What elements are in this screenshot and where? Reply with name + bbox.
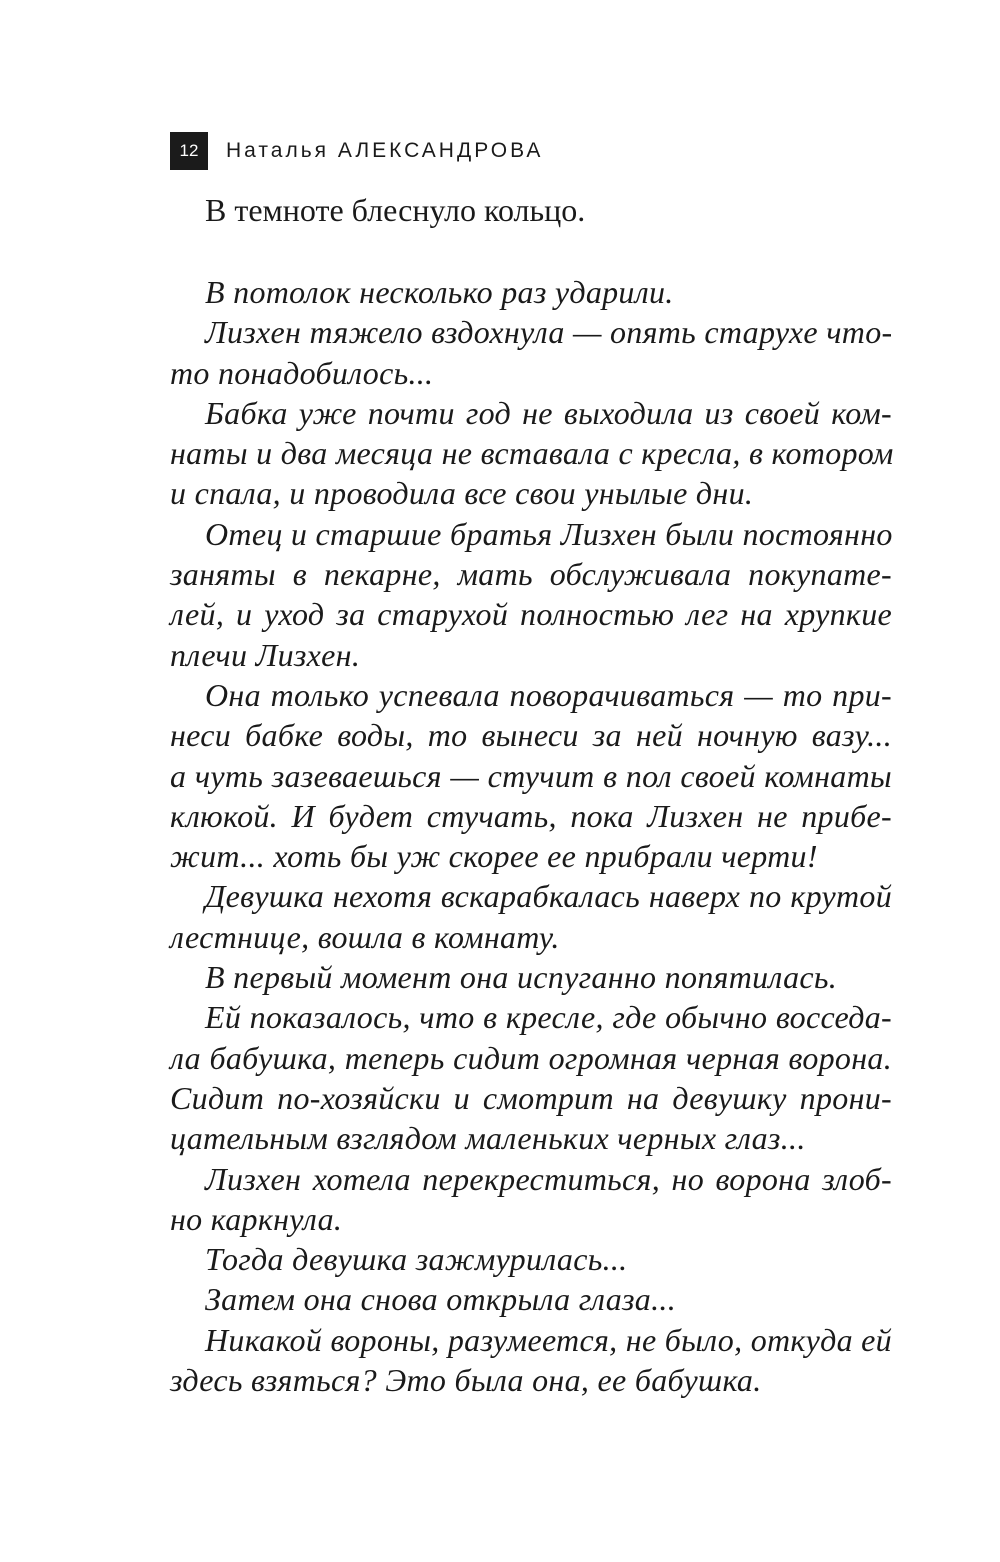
running-header [170, 132, 543, 170]
text-line: заняты в пекарне, мать обслуживала покупате- [170, 556, 892, 593]
text-line: цательным взглядом маленьких черных глаз... [170, 1120, 806, 1157]
text-line: Ей показалось, что в кресле, где обычно восседа- [205, 999, 892, 1036]
text-line: В первый момент она испуганно попятилась. [205, 959, 838, 996]
text-line: то понадобилось... [170, 354, 434, 391]
text-line: Лизхен хотела перекреститься, но ворона злоб- [205, 1160, 892, 1197]
text-line: а чуть зазеваешься — стучит в пол своей комнаты [170, 757, 892, 794]
text-line: но каркнула. [170, 1200, 343, 1237]
page-number: 12 [170, 132, 208, 170]
text-line: жит... хоть бы уж скорее ее прибрали черти! [170, 838, 818, 875]
opening-line: В темноте блеснуло кольцо. [205, 192, 586, 228]
text-line: лестнице, вошла в комнату. [170, 918, 560, 955]
text-line: клюкой. И будет стучать, пока Лизхен не прибе- [170, 797, 892, 834]
text-line: Бабка уже почти год не выходила из своей ком- [205, 394, 892, 431]
text-line: Затем она снова открыла глаза... [205, 1281, 676, 1318]
text-line: Никакой вороны, разумеется, не было, откуда ей [205, 1321, 892, 1358]
text-line: Лизхен тяжело вздохнула — опять старухе что- [205, 314, 893, 351]
text-line: лей, и уход за старухой полностью лег на хрупкие [170, 596, 892, 633]
text-line: Девушка нехотя вскарабкалась наверх по крутой [205, 878, 892, 915]
text-line: здесь взяться? Это была она, ее бабушка. [170, 1362, 762, 1399]
text-line: неси бабке воды, то вынеси за ней ночную вазу... [170, 717, 892, 754]
text-line: Отец и старшие братья Лизхен были постоянно [205, 515, 893, 552]
text-line: Она только успевала поворачиваться — то при- [205, 676, 892, 713]
text-line: ла бабушка, теперь сидит огромная черная ворона. [170, 1039, 892, 1076]
text-line: Тогда девушка зажмурилась... [205, 1241, 628, 1278]
body-text [170, 272, 892, 1400]
text-line: наты и два месяца не вставала с кресла, в котором [170, 435, 894, 472]
text-line: Сидит по-хозяйски и смотрит на девушку прони- [170, 1079, 892, 1116]
text-line: и спала, и проводила все свои унылые дни. [170, 475, 754, 512]
text-line: В потолок несколько раз ударили. [205, 274, 674, 310]
text-line: плечи Лизхен. [170, 636, 361, 673]
author-running-head: Наталья АЛЕКСАНДРОВА [226, 139, 544, 162]
